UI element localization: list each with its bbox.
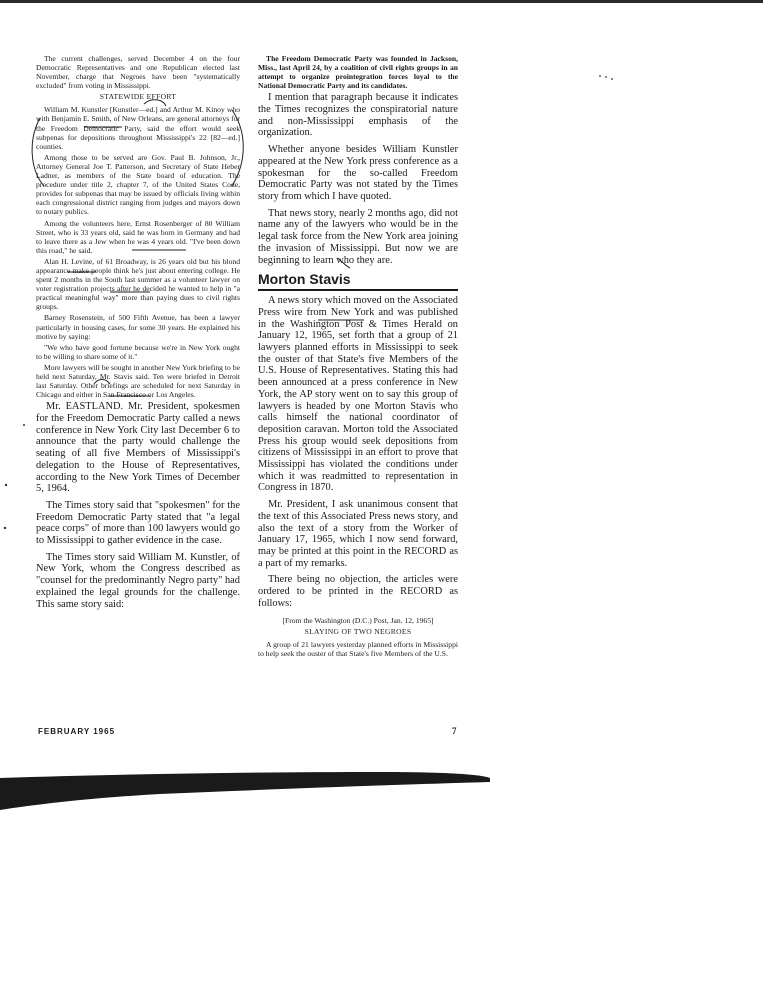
source-line: [From the Washington (D.C.) Post, Jan. 12, 1965] [282, 615, 434, 625]
paragraph: A group of 21 lawyers yesterday planned efforts in Mississippi to help seek the ouster of that State's five Members of the U.S. [258, 639, 458, 658]
paragraph: Mr. President, I ask unanimous consent that the text of this Associated Press news story, and also the text of a story from the Worker of January 17, 1965, which I now send forward, may be printed at this point in the RECORD as a part of my remarks. [258, 499, 458, 569]
right-column [258, 54, 458, 660]
paragraph: Among those to be served are Gov. Paul B. Johnson, Jr., Attorney General Joe T. Patterson, and Secretary of State Heber Ladner, as members of the State board of education. The procedure under title 2, chapter 7, of the United States Code, provides for subpenas that may be issued by officials living within each congressional district ranging from judges and mayors down to notary publics. [36, 152, 240, 217]
paragraph: Mr. EASTLAND. Mr. President, spokesmen for the Freedom Democratic Party called a news conference in New York City last December 6 to announce that the party would challenge the seating of all five Members of Mississippi's delegation to the House of Representatives, according to the New York Times of December 5, 1964. [36, 401, 240, 495]
top-border [0, 0, 763, 3]
issue-date: FEBRUARY 1965 [38, 727, 116, 736]
quoted-paragraph: The Freedom Democratic Party was founded in Jackson, Miss., last April 24, by a coalition of civil rights groups in an attempt to organize prointegration forces loyal to the National Democratic Party and its candidates. [258, 54, 458, 91]
paragraph: Alan H. Levine, of 61 Broadway, is 26 years old but his blond appearance make people think he's just about entering college. He spent 2 months in the South last summer as a volunteer lawyer on voter registration projects after he decided he wanted to help in "a practical meaningful way" more than paying dues to civil rights groups. [36, 256, 240, 312]
paragraph: That news story, nearly 2 months ago, did not name any of the lawyers who would be in the legal task force from the New York area joining the invasion of Mississippi. But now we are beginning to learn who they are. [258, 207, 458, 266]
paragraph: The Times story said that "spokesmen" for the Freedom Democratic Party stated that "a legal peace corps" of more than 100 lawyers would go to Mississippi to gather evidence in the case. [36, 499, 240, 547]
paragraph: More lawyers will be sought in another New York briefing to be held next Saturday, Mr. Stavis said. Ten were briefed in Detroit last Saturday. Other briefings are scheduled for next Saturday in Chicago and either in San Francisco or Los Angeles. [36, 362, 240, 400]
section-heading: STATEWIDE EFFORT [99, 92, 177, 102]
scan-edge-shadow [0, 764, 763, 812]
article-heading: SLAYING OF TWO NEGROES [304, 626, 412, 636]
paragraph: The Times story said William M. Kunstler, of New York, whom the Congress described as "counsel for the predominantly Negro party" had explained the legal grounds for the challenge. This same story said: [36, 551, 240, 610]
paragraph: Among the volunteers here, Ernst Rosenberger of 80 William Street, who is 33 years old, said he was born in Germany and had to leave there as a Jew when he was 4 years old. "I've been down this road," he said. [36, 218, 240, 255]
paragraph: The current challenges, served December 4 on the four Democratic Representatives and one Republican elected last November, charge that Negroes have been "systematically excluded" from voting in Mississippi. [36, 54, 240, 91]
paragraph: Whether anyone besides William Kunstler appeared at the New York press conference as a spokesman for the so-called Freedom Democratic Party was not stated by the Times story from which I have quoted. [258, 144, 458, 202]
paragraph: I mention that paragraph because it indicates the Times recognizes the conspiratorial nature and non-Mississippi emphasis of the organization. [258, 92, 458, 139]
quote: "We who have good fortune because we're in New York ought to be willing to share some of it." [36, 342, 240, 361]
left-column [36, 54, 240, 615]
section-heading: Morton Stavis [258, 271, 458, 291]
paragraph: William M. Kunstler [Kunstler—ed.] and Arthur M. Kinoy who with Benjamin E. Smith, of New Orleans, are general attorneys for the Freedom Democratic Party, said the effort would seek subpenas for depositions throughout Mississippi's 22 [82—ed.] counties. [36, 105, 240, 151]
paragraph: A news story which moved on the Associated Press wire from New York and was published in the Washington Post & Times Herald on January 12, 1965, set forth that a group of 21 lawyers planned efforts in Mississippi to seek the ouster of that State's five Members of the U.S. House of Representatives. Stating this had been announced at a press conference in New York, the AP story went on to say this group of lawyers is headed by one Morton Stavis who calls himself the national coordinator of deposition caravan. Morton told the Associated Press his group would seek depositions from citizens of Mississippi in an effort to prove that Mississippi has violated the conditions under which it was readmitted to representation in Congress in 1870. [258, 295, 458, 494]
page-number: 7 [452, 726, 457, 736]
paragraph: There being no objection, the articles were ordered to be printed in the RECORD as follows: [258, 574, 458, 609]
paragraph: Barney Rosenstein, of 500 Fifth Avenue, has been a lawyer particularly in housing cases, for some 30 years. He explained his motive by saying: [36, 313, 240, 341]
